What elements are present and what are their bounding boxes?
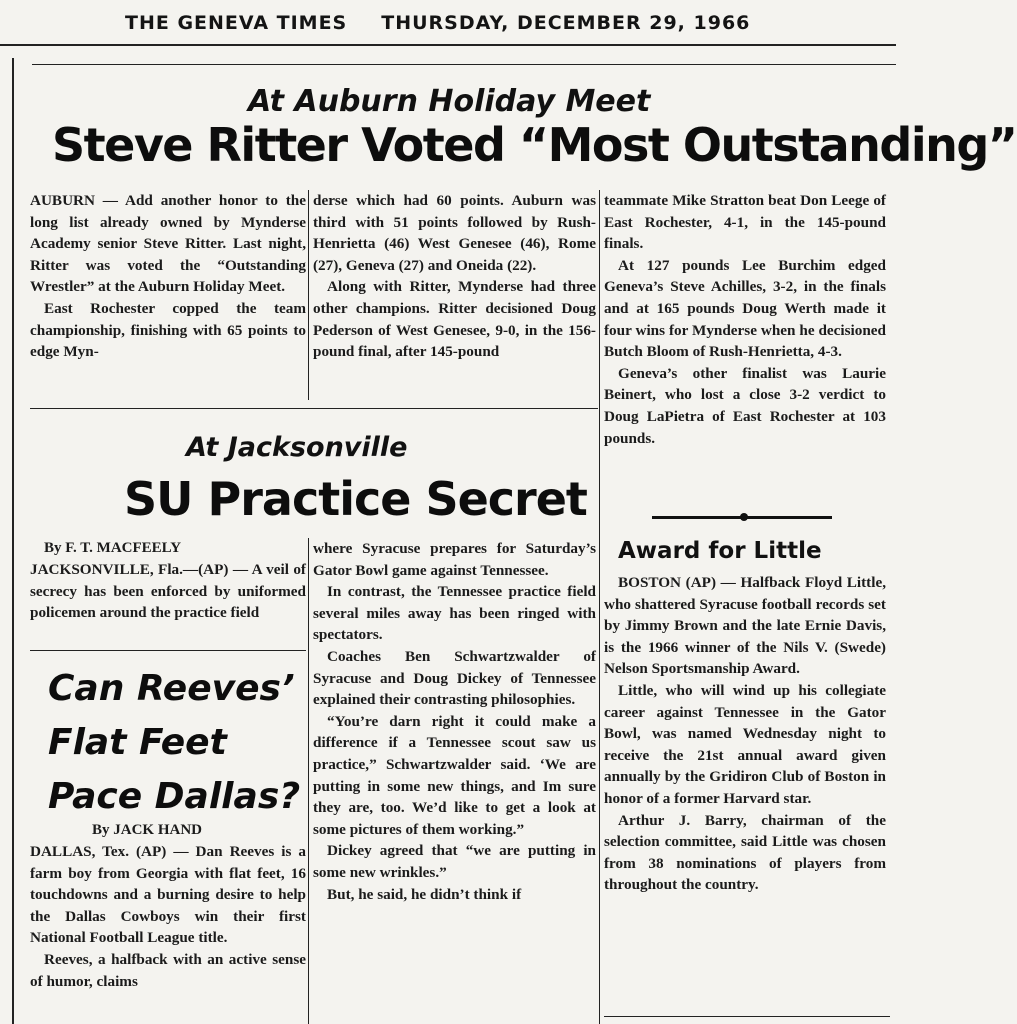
- story2-column-2: [313, 538, 596, 905]
- story4-para: BOSTON (AP) — Halfback Floyd Little, who shattered Syracuse football records set by Jimmy Brown and the late Ernie Davis, is the 1966 winner of the Nils V. (Swede) Nelson Sportsmanship Award.: [604, 574, 886, 678]
- story2-col1-para: JACKSONVILLE, Fla.—(AP) — A veil of secrecy has been enforced by uniformed policemen around the practice field: [30, 561, 306, 622]
- story3-column: [30, 820, 306, 992]
- story3-para: Reeves, a halfback with an active sense of humor, claims: [30, 950, 306, 990]
- masthead-rule: [0, 44, 896, 46]
- story3-headline: [48, 662, 300, 824]
- story3-top-rule: [30, 650, 306, 651]
- story2-col2-para: In contrast, the Tennessee practice field several miles away has been ringed with spectators.: [313, 583, 596, 644]
- story4-para: Little, who will wind up his collegiate career against Tennessee in the Gator Bowl, was named Wednesday night to receive the 21st annual award given annually by the Gridiron Club of Boston in honor of a former Harvard star.: [604, 681, 886, 807]
- story1-col1-para: East Rochester copped the team championship, finishing with 65 points to edge Myn-: [30, 299, 306, 361]
- story1-col1-para: AUBURN — Add another honor to the long list already owned by Mynderse Academy senior Steve Ritter. Last night, Ritter was voted the “Outstanding Wrestler” at the Auburn Holiday Meet.: [30, 192, 306, 296]
- story1-headline: Steve Ritter Voted “Most Outstanding”: [52, 118, 1017, 172]
- story2-column-1: [30, 538, 306, 624]
- story2-headline: SU Practice Secret: [124, 472, 587, 526]
- story1-bottom-rule: [30, 408, 598, 409]
- story3-headline-line: Flat Feet: [48, 722, 227, 763]
- right-column-rule: [599, 190, 600, 1024]
- story2-byline: By F. T. MACFEELY: [44, 540, 182, 556]
- story2-col2-para: “You’re darn right it could make a difference if a Tennessee scout saw us practice,” Schwartzwalder said. ‘We are putting in some new things, and Im sure they are, too. We’d like to get a look at some pictures of them working.”: [313, 712, 596, 838]
- page-left-border: [12, 58, 14, 1024]
- story3-para: DALLAS, Tex. (AP) — Dan Reeves is a farm boy from Georgia with flat feet, 16 touchdowns and a burning desire to help the Dallas Cowboys win their first National Football League title.: [30, 843, 306, 947]
- masthead: [0, 0, 896, 46]
- story4-headline: Award for Little: [618, 538, 822, 564]
- story1-column-1: [30, 190, 306, 363]
- story2-column-rule: [308, 538, 309, 1024]
- story4-bottom-rule: [604, 1016, 890, 1017]
- story1-col3-para: At 127 pounds Lee Burchim edged Geneva’s Steve Achilles, 3-2, in the finals and at 165 pounds Doug Werth made it four wins for Mynderse when he decisioned Butch Bloom of Rush-Henrietta, 4-3.: [604, 256, 886, 361]
- story2-kicker: At Jacksonville: [186, 432, 408, 463]
- story3-headline-line: Pace Dallas?: [48, 776, 301, 817]
- story1-column-2: [313, 190, 596, 363]
- story3-byline: By JACK HAND: [92, 822, 203, 838]
- story1-column-rule: [308, 190, 309, 400]
- story1-col3-para: Geneva’s other finalist was Laurie Beinert, who lost a close 3-2 verdict to Doug LaPietra of East Rochester at 103 pounds.: [604, 364, 886, 447]
- story4-para: Arthur J. Barry, chairman of the selection committee, said Little was chosen from 38 nominations of players from throughout the country.: [604, 811, 886, 894]
- issue-date: THURSDAY, DECEMBER 29, 1966: [381, 12, 751, 34]
- story1-col2-para: Along with Ritter, Mynderse had three other champions. Ritter decisioned Doug Pederson of West Genesee, 9-0, in the 156-pound final, after 145-pound: [313, 278, 596, 361]
- story2-col2-para: Coaches Ben Schwartzwalder of Syracuse and Doug Dickey of Tennessee explained their contrasting philosophies.: [313, 647, 596, 709]
- story4-column: [604, 572, 886, 896]
- story3-headline-line: Can Reeves’: [48, 668, 295, 709]
- story2-col2-para: where Syracuse prepares for Saturday’s Gator Bowl game against Tennessee.: [313, 540, 596, 579]
- story1-kicker: At Auburn Holiday Meet: [248, 84, 651, 119]
- newspaper-name: THE GENEVA TIMES: [125, 12, 348, 34]
- story1-column-3: [604, 190, 886, 449]
- page-top-border: [32, 64, 896, 65]
- section-divider-dot: [740, 513, 748, 521]
- story2-col2-para: But, he said, he didn’t think if: [327, 885, 522, 903]
- story2-col2-para: Dickey agreed that “we are putting in some new wrinkles.”: [313, 842, 596, 881]
- story1-col3-para: teammate Mike Stratton beat Don Leege of East Rochester, 4-1, in the 145-pound finals.: [604, 192, 886, 253]
- story1-col2-para: derse which had 60 points. Auburn was third with 51 points followed by Rush-Henrietta (46) West Genesee (46), Rome (27), Geneva (27) and Oneida (22).: [313, 192, 596, 274]
